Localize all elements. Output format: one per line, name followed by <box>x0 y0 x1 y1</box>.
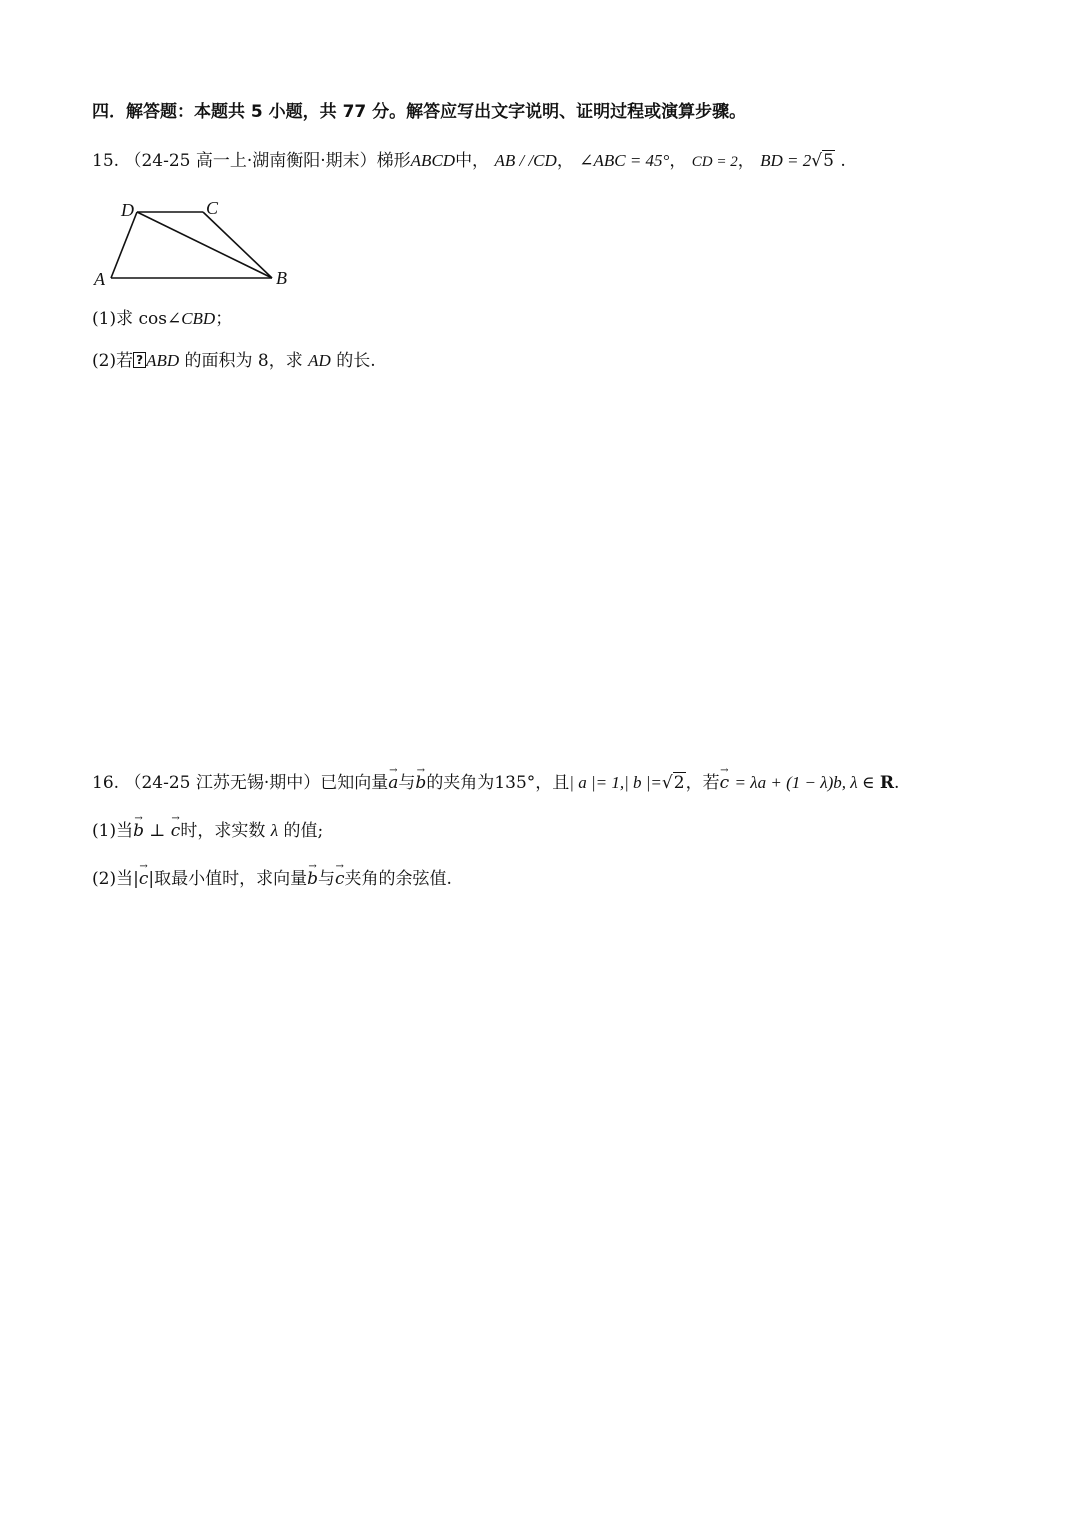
text: ，若 <box>685 773 720 793</box>
perp-symbol: ⊥ <box>149 821 166 841</box>
question-16-part-2 <box>92 864 452 890</box>
text: (2)当| <box>92 869 139 889</box>
math-cd-eq: CD = 2 <box>691 154 738 170</box>
text: (1)求 cos <box>92 309 167 329</box>
sqrt-sign: √ <box>811 151 823 171</box>
question-16-part-1 <box>92 816 323 842</box>
text: 的面积为 8，求 <box>179 351 309 371</box>
text: 梯形 <box>376 151 411 171</box>
text: (1)当 <box>92 821 134 841</box>
vertex-label-b: B <box>276 268 287 288</box>
question-15-statement <box>92 150 846 173</box>
text: (2)若 <box>92 351 134 371</box>
question-15-part-2 <box>92 350 376 372</box>
math-abd: ABD <box>146 351 180 370</box>
math-lambda: λ <box>270 821 279 840</box>
missing-glyph-icon: ? <box>133 352 146 368</box>
question-number: 15. <box>92 151 120 171</box>
vector-c: → c <box>139 864 149 890</box>
math-abcd: ABCD <box>410 151 456 170</box>
edge-cb <box>203 212 272 278</box>
math-angle-abc: ∠ABC = 45° <box>579 151 670 170</box>
section-heading: 四．解答题：本题共 5 小题，共 77 分。解答应写出文字说明、证明过程或演算步骤。 <box>92 102 747 122</box>
question-source: （24-25 高一上·湖南衡阳·期末） <box>124 151 377 171</box>
vector-b: → b <box>415 768 426 794</box>
math-angle: 135° <box>494 773 536 793</box>
vertex-label-d: D <box>121 200 134 220</box>
vertex-label-c: C <box>206 198 219 218</box>
math-angle-cbd: ∠CBD <box>166 309 216 328</box>
question-16-statement <box>92 768 899 794</box>
question-number: 16. <box>92 773 120 793</box>
question-source: （24-25 江苏无锡·期中） <box>124 773 321 793</box>
punct: . <box>840 151 846 171</box>
diagonal-db <box>137 212 272 278</box>
text: 中， <box>455 151 490 171</box>
math-ad: AD <box>308 351 331 370</box>
math-magnitude-condition: | a |= 1,| b |= <box>569 773 662 792</box>
math-bd-eq: BD = 2 <box>760 151 812 170</box>
question-15-part-1 <box>92 308 232 330</box>
text: |取最小值时，求向量 <box>148 869 308 889</box>
sqrt-radicand: 5 <box>823 151 834 171</box>
text: 的夹角为 <box>426 773 495 793</box>
vector-b: → b <box>307 864 318 890</box>
vector-b: → b <box>133 816 144 842</box>
punct: ， <box>737 151 755 171</box>
text: 与 <box>398 773 416 793</box>
text: 与 <box>317 869 335 889</box>
math-ab-parallel-cd: AB / /CD <box>494 151 557 170</box>
math-c-definition: = λa + (1 − λ)b, λ ∈ <box>734 773 875 792</box>
text: 的值; <box>283 821 324 841</box>
vector-c: → c <box>720 768 730 794</box>
punct: ， <box>556 151 574 171</box>
text: ，且 <box>535 773 570 793</box>
text: 夹角的余弦值. <box>344 869 452 889</box>
vector-c: → c <box>171 816 181 842</box>
sqrt-sign: √ <box>661 773 673 793</box>
punct: ， <box>669 151 687 171</box>
text: 时，求实数 <box>180 821 266 841</box>
punct: . <box>893 773 900 793</box>
text: 已知向量 <box>320 773 389 793</box>
vector-a: → a <box>388 768 398 794</box>
edge-da <box>111 212 137 278</box>
text: 的长. <box>330 351 376 371</box>
punct: ； <box>215 309 233 329</box>
vector-c: → c <box>335 864 345 890</box>
trapezoid-figure <box>88 192 303 292</box>
math-reals: R <box>879 773 894 793</box>
sqrt-radicand: 2 <box>673 773 685 793</box>
vertex-label-a: A <box>94 269 105 289</box>
